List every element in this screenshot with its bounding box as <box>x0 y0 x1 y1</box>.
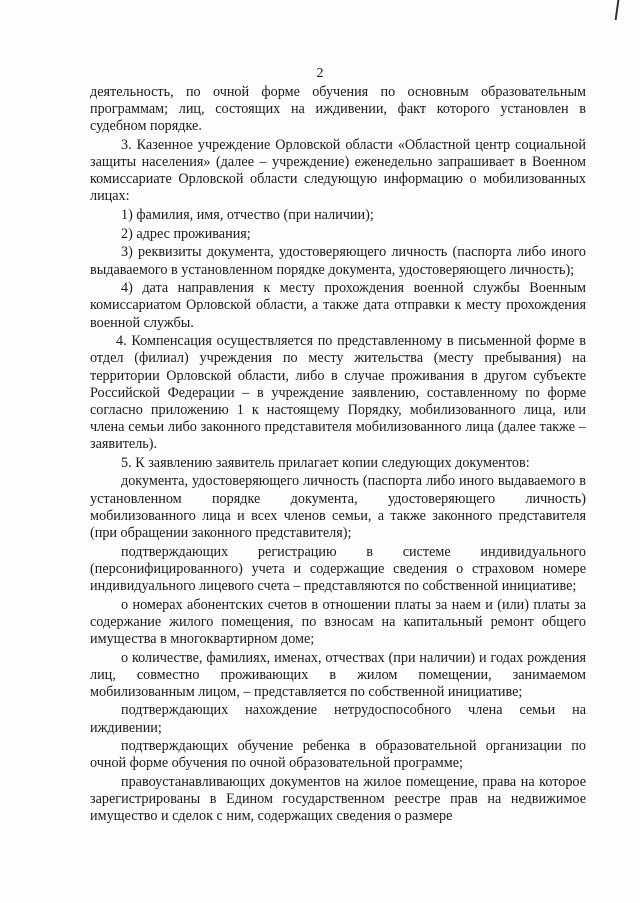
paragraph-item-3: 3. Казенное учреждение Орловской области «Областной центр социальной защиты населения» (далее – учреждение) еженедельно запрашивает в Военном комиссариате Орловской области следующую информацию о мобилизованных лицах: <box>90 136 586 205</box>
doc-item-registration: подтверждающих регистрацию в системе индивидуального (персонифицированного) учета и содержащие сведения о страховом номере индивидуального лицевого счета – представляются по собственной инициативе; <box>90 543 586 594</box>
list-item-full-name: 1) фамилия, имя, отчество (при наличии); <box>121 207 374 224</box>
paragraph-continuation: деятельность, по очной форме обучения по основным образовательным программам; лиц, состоящих на иждивении, факт которого установлен в судебном порядке. <box>90 84 586 135</box>
doc-item-residents: о количестве, фамилиях, именах, отчествах (при наличии) и годах рождения лиц, совместно проживающих в жилом помещении, занимаемом мобилизованным лицом, – представляется по собственной инициативе; <box>90 649 586 700</box>
doc-item-property: правоустанавливающих документов на жилое помещение, права на которое зарегистрированы в Едином государственном реестре прав на недвижимое имущество и сделок с ним, содержащих сведения о размере <box>90 774 586 825</box>
doc-item-accounts: о номерах абонентских счетов в отношении платы за наем и (или) платы за содержание жилого помещения, по взносам на капитальный ремонт общего имущества в многоквартирном доме; <box>90 596 586 647</box>
paragraph-item-5: 5. К заявлению заявитель прилагает копии следующих документов: <box>121 454 530 471</box>
paragraph-item-4: 4. Компенсация осуществляется по представленному в письменной форме в отдел (филиал) учреждения по месту жительства (месту пребывания) на территории Орловской области, либо в случае проживания в другом субъекте Российской Федерации – в учреждение заявлению, составленному по форме согласно приложению 1 к настоящему Порядку, мобилизованного лица, или члена семьи либо законного представителя мобилизованного лица (далее также – заявитель). <box>90 333 586 453</box>
list-item-service-dates: 4) дата направления к месту прохождения военной службы Военным комиссариатом Орловской области, а также дата отправки к месту прохождения военной службы. <box>90 280 586 331</box>
doc-item-identity: документа, удостоверяющего личность (паспорта либо иного выдаваемого в установленном порядке документа, удостоверяющего личность) мобилизованного лица и всех членов семьи, а также законного представителя (при обращении законного представителя); <box>90 473 586 541</box>
doc-item-education: подтверждающих обучение ребенка в образовательной организации по очной форме обучения по очной образовательной программе; <box>90 738 586 772</box>
document-body <box>90 84 586 827</box>
list-item-address: 2) адрес проживания; <box>121 225 251 242</box>
doc-item-dependent: подтверждающих нахождение нетрудоспособного члена семьи на иждивении; <box>90 702 586 736</box>
list-item-id-document: 3) реквизиты документа, удостоверяющего личность (паспорта либо иного выдаваемого в установленном порядке документа, удостоверяющего личность); <box>90 244 586 278</box>
page-number: 2 <box>316 66 324 81</box>
scan-corner-mark <box>615 0 628 20</box>
